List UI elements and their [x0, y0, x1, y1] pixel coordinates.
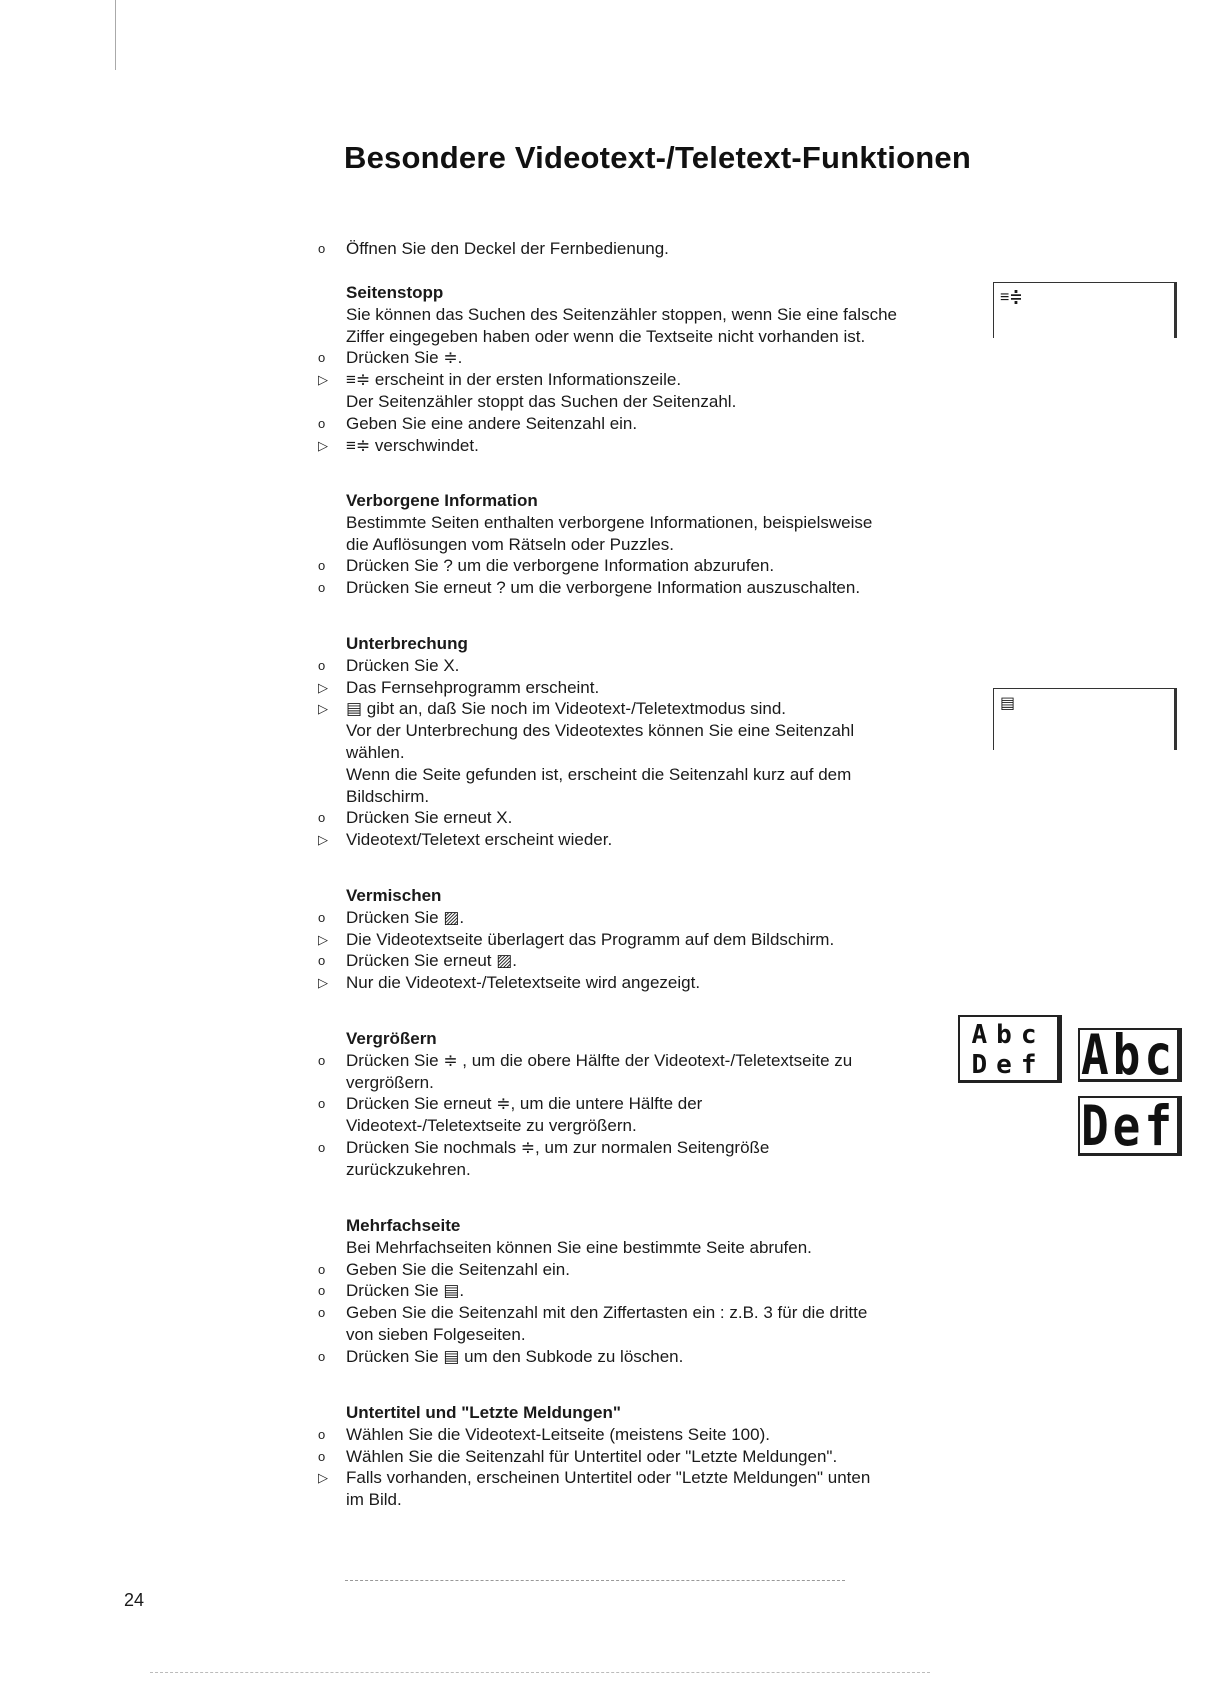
- result-text: Falls vorhanden, erscheinen Untertitel oder "Letzte Meldungen" unten: [346, 1468, 871, 1488]
- result-marker: ▷: [318, 975, 328, 991]
- section-heading: Untertitel und "Letzte Meldungen": [346, 1403, 621, 1422]
- scan-artifact-dashes: [345, 1580, 845, 1581]
- enlarged-top-text: Abc: [1080, 1022, 1177, 1088]
- bullet-marker: o: [318, 1096, 326, 1112]
- bullet-marker: o: [318, 1139, 326, 1155]
- text-line: Vor der Unterbrechung des Videotextes können Sie eine Seitenzahl: [346, 721, 855, 741]
- step-text: Drücken Sie ▤.: [346, 1281, 465, 1301]
- section-heading: Vermischen: [346, 886, 442, 905]
- section-seitenstopp: [318, 282, 958, 456]
- section-heading: Seitenstopp: [346, 283, 444, 302]
- result-marker: ▷: [318, 1470, 328, 1486]
- bullet-marker: o: [318, 810, 326, 826]
- text-line: von sieben Folgeseiten.: [346, 1324, 526, 1344]
- step-text: Drücken Sie ▨.: [346, 907, 465, 927]
- scan-artifact-line: [115, 0, 116, 70]
- text-line: Bei Mehrfachseiten können Sie eine bestimmte Seite abrufen.: [346, 1237, 812, 1257]
- section-vermischen: [318, 885, 958, 994]
- intro-text: Öffnen Sie den Deckel der Fernbedienung.: [346, 239, 669, 258]
- stop-icon: ≡≑: [1000, 289, 1023, 306]
- text-line: Bestimmte Seiten enthalten verborgene Informationen, beispielsweise: [346, 512, 873, 532]
- bullet-marker: o: [318, 415, 326, 431]
- result-text: Das Fernsehprogramm erscheint.: [346, 677, 600, 697]
- step-text: Drücken Sie nochmals ≑, um zur normalen Seitengröße: [346, 1137, 770, 1157]
- step-text: Wählen Sie die Videotext-Leitseite (meistens Seite 100).: [346, 1424, 770, 1444]
- text-line: Ziffer eingegeben haben oder wenn die Textseite nicht vorhanden ist.: [346, 326, 866, 346]
- step-text: Geben Sie die Seitenzahl mit den Ziffertasten ein : z.B. 3 für die dritte: [346, 1303, 868, 1323]
- section-unterbrechung: [318, 633, 958, 851]
- page-row-bottom: Def: [971, 1050, 1046, 1080]
- screen-illustration-interrupt: [993, 688, 1177, 750]
- text-line: zurückzukehren.: [346, 1159, 471, 1179]
- step-text: Drücken Sie ? um die verborgene Information abzurufen.: [346, 556, 775, 576]
- page-title: Besondere Videotext-/Teletext-Funktionen: [344, 140, 971, 175]
- step-text: Geben Sie eine andere Seitenzahl ein.: [346, 413, 638, 433]
- page-row-top: Abc: [971, 1020, 1046, 1050]
- step-text: Drücken Sie erneut ? um die verborgene Information auszuschalten.: [346, 578, 861, 598]
- result-text: ▤ gibt an, daß Sie noch im Videotext-/Teletextmodus sind.: [346, 699, 787, 719]
- intro-section: [318, 238, 958, 260]
- section-verborgene-information: [318, 490, 958, 599]
- text-line: Sie können das Suchen des Seitenzähler stoppen, wenn Sie eine falsche: [346, 304, 897, 324]
- screen-illustration-stop: [993, 282, 1177, 338]
- result-marker: ▷: [318, 701, 328, 717]
- result-marker: ▷: [318, 679, 328, 695]
- section-untertitel: [318, 1402, 958, 1511]
- step-text: Drücken Sie erneut X.: [346, 808, 513, 828]
- scan-artifact-dashes: [150, 1672, 930, 1673]
- step-text: Drücken Sie erneut ▨.: [346, 951, 518, 971]
- result-text: ≡≑ verschwindet.: [346, 435, 479, 455]
- result-marker: ▷: [318, 832, 328, 848]
- enlarged-bottom-illustration: [1078, 1093, 1182, 1159]
- result-text: Die Videotextseite überlagert das Programm auf dem Bildschirm.: [346, 929, 835, 949]
- text-line: Der Seitenzähler stoppt das Suchen der Seitenzahl.: [346, 391, 737, 411]
- subcode-icon: ▤: [1000, 695, 1016, 712]
- result-text: Videotext/Teletext erscheint wieder.: [346, 830, 613, 850]
- step-text: Drücken Sie ≑ , um die obere Hälfte der Videotext-/Teletextseite zu: [346, 1050, 853, 1070]
- bullet-marker: o: [318, 1261, 326, 1277]
- result-marker: ▷: [318, 437, 328, 453]
- bullet-marker: o: [318, 909, 326, 925]
- text-line: im Bild.: [346, 1490, 402, 1510]
- text-line: Wenn die Seite gefunden ist, erscheint die Seitenzahl kurz auf dem: [346, 764, 852, 784]
- bullet-marker: o: [318, 1426, 326, 1442]
- bullet-marker: o: [318, 1052, 326, 1068]
- section-heading: Verborgene Information: [346, 491, 538, 510]
- result-marker: ▷: [318, 372, 328, 388]
- result-text: Nur die Videotext-/Teletextseite wird angezeigt.: [346, 973, 701, 993]
- page-number: 24: [124, 1590, 145, 1610]
- bullet-marker: o: [318, 350, 326, 366]
- normal-page-illustration: [958, 1015, 1062, 1083]
- text-line: die Auflösungen vom Rätseln oder Puzzles.: [346, 534, 674, 554]
- section-mehrfachseite: [318, 1215, 958, 1368]
- result-text: ≡≑ erscheint in der ersten Informationszeile.: [346, 370, 682, 390]
- section-heading: Unterbrechung: [346, 634, 468, 653]
- enlarged-bottom-text: Def: [1080, 1093, 1177, 1159]
- text-line: Videotext-/Teletextseite zu vergrößern.: [346, 1116, 637, 1136]
- step-text: Drücken Sie X.: [346, 655, 460, 675]
- bullet-marker: o: [318, 1448, 326, 1464]
- result-marker: ▷: [318, 931, 328, 947]
- step-text: Drücken Sie ▤ um den Subkode zu löschen.: [346, 1346, 684, 1366]
- bullet-marker: o: [318, 657, 326, 673]
- bullet-marker: o: [318, 1283, 326, 1299]
- bullet-marker: o: [318, 241, 326, 256]
- bullet-marker: o: [318, 580, 326, 596]
- step-text: Drücken Sie erneut ≑, um die untere Hälfte der: [346, 1094, 703, 1114]
- bullet-marker: o: [318, 1305, 326, 1321]
- section-heading: Vergrößern: [346, 1029, 437, 1048]
- enlarged-top-illustration: [1078, 1022, 1182, 1088]
- step-text: Drücken Sie ≑.: [346, 348, 463, 368]
- step-text: Wählen Sie die Seitenzahl für Untertitel oder "Letzte Meldungen".: [346, 1446, 838, 1466]
- step-text: Geben Sie die Seitenzahl ein.: [346, 1259, 570, 1279]
- text-line: vergrößern.: [346, 1072, 434, 1092]
- section-vergroessern: [318, 1028, 958, 1181]
- text-line: Bildschirm.: [346, 786, 430, 806]
- bullet-marker: o: [318, 558, 326, 574]
- text-line: wählen.: [346, 742, 405, 762]
- bullet-marker: o: [318, 953, 326, 969]
- section-heading: Mehrfachseite: [346, 1216, 461, 1235]
- bullet-marker: o: [318, 1348, 326, 1364]
